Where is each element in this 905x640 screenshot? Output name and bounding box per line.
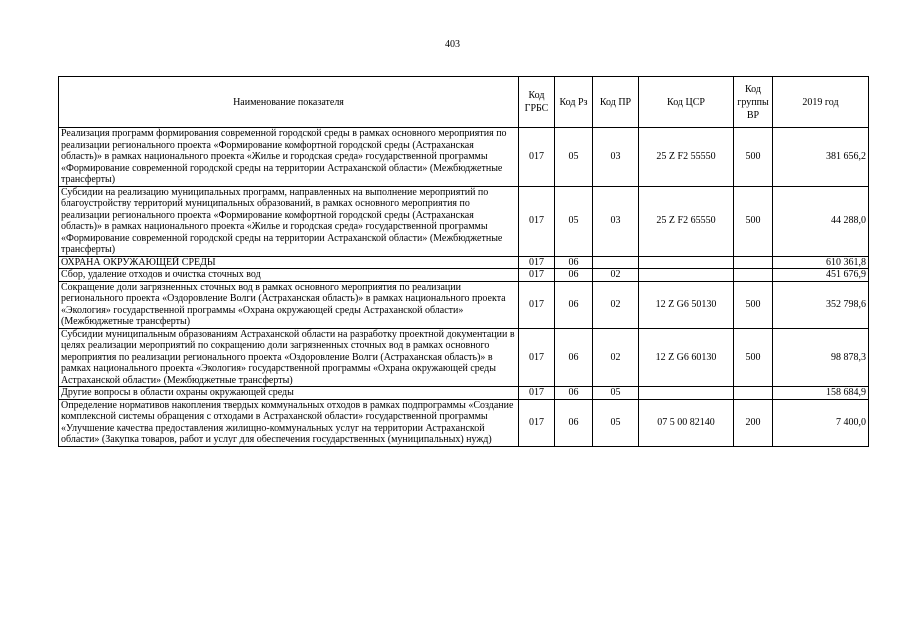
- row-rz: 06: [555, 328, 593, 387]
- row-rz: 06: [555, 387, 593, 400]
- row-vr: 500: [734, 281, 773, 328]
- row-name: Сокращение доли загрязненных сточных вод в рамках основного мероприятия по реализации регионального проекта «Оздоровление Волги (Астраханская область)» в рамках национального проекта «Экология» государственной программы «Охрана окружающей среды Астраханской области» (Межбюджетные трансферты): [59, 281, 519, 328]
- table-row: [59, 399, 869, 446]
- row-pr: 03: [593, 128, 639, 187]
- row-amount: 610 361,8: [773, 256, 869, 269]
- row-csr: 25 Z F2 65550: [639, 186, 734, 256]
- row-pr: 02: [593, 328, 639, 387]
- row-name: Реализация программ формирования современной городской среды в рамках основного мероприятия по реализации регионального проекта «Формирование комфортной городской среды (Астраханская область)» в рамках национального проекта «Жилье и городская среда» государственной программы «Формирование современной городской среды на территории Астраханской области» (Межбюджетные трансферты): [59, 128, 519, 187]
- row-vr: [734, 387, 773, 400]
- row-pr: 02: [593, 281, 639, 328]
- row-vr: 200: [734, 399, 773, 446]
- row-pr: 03: [593, 186, 639, 256]
- row-csr: 25 Z F2 55550: [639, 128, 734, 187]
- page-number: 403: [445, 39, 460, 50]
- row-rz: 06: [555, 281, 593, 328]
- row-rz: 06: [555, 399, 593, 446]
- row-name: Другие вопросы в области охраны окружающей среды: [59, 387, 519, 400]
- table-row: [59, 281, 869, 328]
- row-pr: [593, 256, 639, 269]
- row-vr: [734, 256, 773, 269]
- table-header-row: [59, 77, 869, 128]
- row-rz: 06: [555, 269, 593, 282]
- row-rz: 06: [555, 256, 593, 269]
- row-vr: 500: [734, 128, 773, 187]
- row-vr: [734, 269, 773, 282]
- header-name: Наименование показателя: [59, 77, 519, 128]
- row-name: Субсидии муниципальным образованиям Астраханской области на разработку проектной документации в целях реализации мероприятий по сокращению доли загрязненных сточных вод в рамках основного мероприятия по реализации регионального проекта «Оздоровление Волги (Астраханская область)» в рамках национального проекта «Экология» государственной программы «Охрана окружающей среды Астраханской области» (Межбюджетные трансферты): [59, 328, 519, 387]
- row-pr: 05: [593, 399, 639, 446]
- row-vr: 500: [734, 328, 773, 387]
- row-grbs: 017: [519, 269, 555, 282]
- table-row: [59, 387, 869, 400]
- row-amount: 381 656,2: [773, 128, 869, 187]
- row-grbs: 017: [519, 399, 555, 446]
- row-pr: 02: [593, 269, 639, 282]
- row-grbs: 017: [519, 281, 555, 328]
- row-rz: 05: [555, 128, 593, 187]
- header-grbs: Код ГРБС: [519, 77, 555, 128]
- header-vr: Код группы ВР: [734, 77, 773, 128]
- row-amount: 158 684,9: [773, 387, 869, 400]
- row-csr: [639, 269, 734, 282]
- row-rz: 05: [555, 186, 593, 256]
- row-csr: 12 Z G6 60130: [639, 328, 734, 387]
- row-csr: [639, 387, 734, 400]
- table-row: [59, 128, 869, 187]
- table-row: [59, 256, 869, 269]
- table-row: [59, 328, 869, 387]
- row-name: Определение нормативов накопления твердых коммунальных отходов в рамках подпрограммы «Создание комплексной системы обращения с отходами в Астраханской области» государственной программы «Улучшение качества предоставления жилищно-коммунальных услуг на территории Астраханской области» (Закупка товаров, работ и услуг для обеспечения государственных (муниципальных) нужд): [59, 399, 519, 446]
- row-grbs: 017: [519, 387, 555, 400]
- row-csr: 07 5 00 82140: [639, 399, 734, 446]
- row-grbs: 017: [519, 186, 555, 256]
- row-name: ОХРАНА ОКРУЖАЮЩЕЙ СРЕДЫ: [59, 256, 519, 269]
- row-pr: 05: [593, 387, 639, 400]
- row-grbs: 017: [519, 328, 555, 387]
- row-csr: 12 Z G6 50130: [639, 281, 734, 328]
- row-amount: 44 288,0: [773, 186, 869, 256]
- row-name: Сбор, удаление отходов и очистка сточных вод: [59, 269, 519, 282]
- header-rz: Код Рз: [555, 77, 593, 128]
- table-row: [59, 269, 869, 282]
- header-pr: Код ПР: [593, 77, 639, 128]
- row-grbs: 017: [519, 256, 555, 269]
- row-amount: 352 798,6: [773, 281, 869, 328]
- budget-table: [58, 76, 869, 447]
- row-csr: [639, 256, 734, 269]
- row-grbs: 017: [519, 128, 555, 187]
- header-year: 2019 год: [773, 77, 869, 128]
- row-vr: 500: [734, 186, 773, 256]
- row-amount: 98 878,3: [773, 328, 869, 387]
- row-amount: 451 676,9: [773, 269, 869, 282]
- header-csr: Код ЦСР: [639, 77, 734, 128]
- table-row: [59, 186, 869, 256]
- row-amount: 7 400,0: [773, 399, 869, 446]
- row-name: Субсидии на реализацию муниципальных программ, направленных на выполнение мероприятий по благоустройству территорий муниципальных образований, в рамках основного мероприятия по реализации регионального проекта «Формирование комфортной городской среды (Астраханская область)» в рамках национального проекта «Жилье и городская среда» государственной программы «Формирование современной городской среды на территории Астраханской области» (Межбюджетные трансферты): [59, 186, 519, 256]
